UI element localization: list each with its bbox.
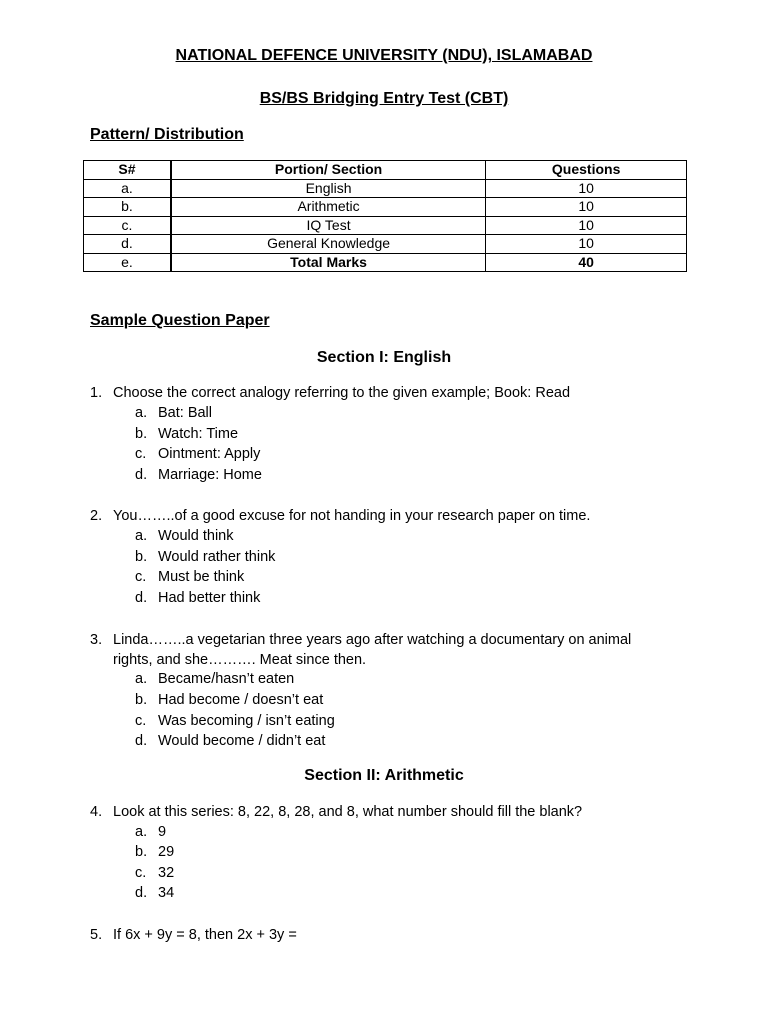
option-letter: b. (135, 426, 148, 442)
cell-questions: 10 (486, 235, 687, 254)
option-letter: d. (135, 590, 148, 606)
question-text: You……..of a good excuse for not handing in your research paper on time. (113, 508, 591, 524)
option-text: Bat: Ball (158, 405, 212, 421)
option-letter: a. (135, 528, 148, 544)
option-text: Would rather think (158, 549, 276, 565)
cell-section: Arithmetic (171, 198, 486, 217)
question-number: 5. (90, 927, 103, 943)
question-number: 1. (90, 385, 103, 401)
question-number: 3. (90, 632, 103, 648)
option-text: 9 (158, 824, 167, 840)
option-letter: c. (135, 446, 147, 462)
option-letter: a. (135, 671, 148, 687)
question-text: If 6x + 9y = 8, then 2x + 3y = (113, 927, 297, 943)
option-text: Must be think (158, 569, 245, 585)
cell-total-value: 40 (486, 253, 687, 272)
option-text: Ointment: Apply (158, 446, 261, 462)
option-text: 34 (158, 885, 175, 901)
header-section: Portion/ Section (171, 161, 486, 180)
table-row (84, 216, 687, 235)
option-text: Had better think (158, 590, 261, 606)
table-row (84, 179, 687, 198)
option-text: 32 (158, 865, 175, 881)
table-total-row (84, 253, 687, 272)
table-row (84, 198, 687, 217)
cell-sno: b. (84, 198, 171, 217)
option-letter: a. (135, 824, 148, 840)
distribution-table (83, 160, 687, 272)
option-text: Would think (158, 528, 234, 544)
question-text: Look at this series: 8, 22, 8, 28, and 8, what number should fill the blank? (113, 804, 583, 820)
option-letter: d. (135, 885, 148, 901)
question-number: 2. (90, 508, 103, 524)
cell-section: General Knowledge (171, 235, 486, 254)
section-arithmetic-title: Section II: Arithmetic (304, 767, 464, 784)
table-header-row (84, 161, 687, 180)
cell-section: English (171, 179, 486, 198)
option-letter: d. (135, 467, 148, 483)
option-letter: b. (135, 549, 148, 565)
cell-sno: e. (84, 253, 171, 272)
pattern-heading: Pattern/ Distribution (90, 126, 244, 143)
test-title: BS/BS Bridging Entry Test (CBT) (259, 90, 509, 107)
option-letter: b. (135, 844, 148, 860)
question-text: Linda……..a vegetarian three years ago after watching a documentary on animal (113, 632, 632, 648)
question-number: 4. (90, 804, 103, 820)
header-sno: S# (84, 161, 171, 180)
cell-questions: 10 (486, 216, 687, 235)
section-english-title: Section I: English (316, 349, 452, 366)
option-text: Had become / doesn’t eat (158, 692, 324, 708)
header-questions: Questions (486, 161, 687, 180)
cell-questions: 10 (486, 179, 687, 198)
option-text: Marriage: Home (158, 467, 262, 483)
option-letter: a. (135, 405, 148, 421)
cell-sno: c. (84, 216, 171, 235)
question-text: Choose the correct analogy referring to the given example; Book: Read (113, 385, 571, 401)
cell-sno: d. (84, 235, 171, 254)
option-text: Became/hasn’t eaten (158, 671, 295, 687)
option-letter: c. (135, 713, 147, 729)
option-text: Watch: Time (158, 426, 239, 442)
cell-sno: a. (84, 179, 171, 198)
option-text: Was becoming / isn’t eating (158, 713, 335, 729)
option-text: 29 (158, 844, 175, 860)
cell-questions: 10 (486, 198, 687, 217)
option-text: Would become / didn’t eat (158, 733, 326, 749)
option-letter: c. (135, 569, 147, 585)
option-letter: c. (135, 865, 147, 881)
question-text-continued: rights, and she………. Meat since then. (113, 652, 367, 668)
option-letter: d. (135, 733, 148, 749)
sample-heading: Sample Question Paper (90, 312, 270, 329)
cell-total-label: Total Marks (171, 253, 486, 272)
university-title: NATIONAL DEFENCE UNIVERSITY (NDU), ISLAMABAD (175, 47, 593, 64)
option-letter: b. (135, 692, 148, 708)
table-row (84, 235, 687, 254)
cell-section: IQ Test (171, 216, 486, 235)
